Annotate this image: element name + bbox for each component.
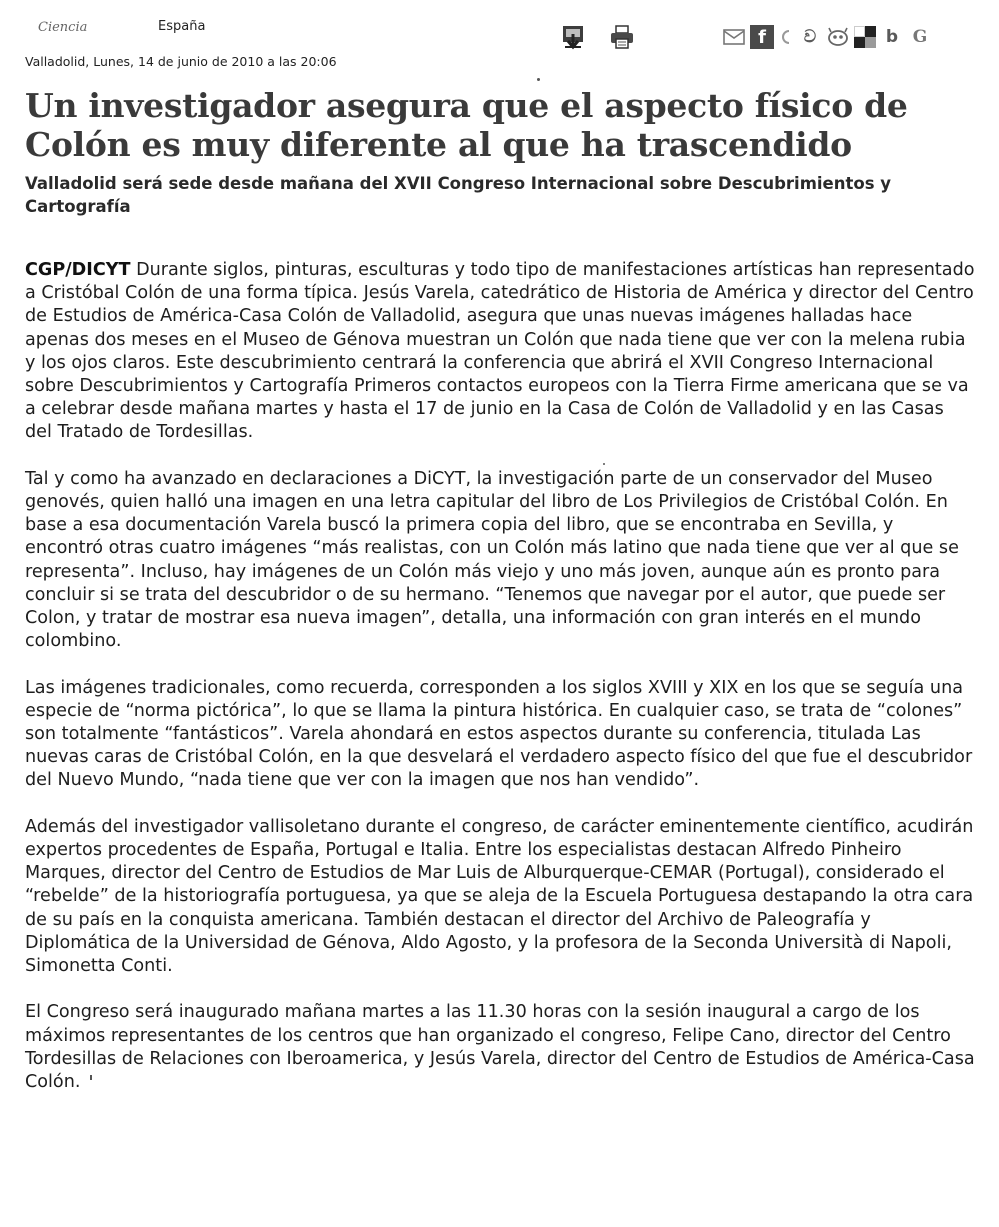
- printer-icon-graphic: [608, 24, 636, 50]
- country-label[interactable]: España: [158, 19, 206, 34]
- article-body: [25, 259, 975, 1117]
- download-icon-graphic: [560, 24, 586, 50]
- meneame-icon[interactable]: ව: [803, 27, 817, 47]
- delicious-quad-4: [865, 37, 876, 48]
- article-headline: Un investigador asegura que el aspecto físico de Colón es muy diferente al que ha trascendido: [25, 86, 908, 164]
- delicious-icon[interactable]: [854, 26, 876, 48]
- scan-speck: [537, 78, 540, 81]
- article-paragraph-2: Tal y como ha avanzado en declaraciones a DiCYT, la investigación parte de un conservador del Museo genovés, quien halló una imagen en una letra capitular del libro de Los Privilegios de Cristóbal Colón. En base a esa documentación Varela buscó la primera copia del libro, que se encontraba en Sevilla, y encontró otras cuatro imágenes “más realistas, con un Colón más latino que nada tiene que ver al que se representa”. Incluso, hay imágenes de un Colón más viejo y uno más joven, aunque aún es pronto para concluir si se trata del descubridor o de su hermano. “Tenemos que navegar por el autor, que puede ser Colon, y tratar de mostrar esa nueva imagen”, detalla, una información con gran interés en el mundo colombino.: [25, 468, 959, 652]
- article-byline: CGP/DICYT: [25, 260, 131, 280]
- top-bar: [0, 0, 999, 75]
- article-paragraph-1: [25, 259, 975, 445]
- article-paragraph-4: Además del investigador vallisoletano durante el congreso, de carácter eminentemente científico, acudirán expertos procedentes de España, Portugal e Italia. Entre los especialistas destacan Alfredo Pinheiro Marques, director del Centro de Estudios de Mar Luis de Alburquerque-CEMAR (Portugal), considerado el “rebelde” de la historiografía portuguesa, ya que se aleja de la Escuela Portuguesa destapando la otra cara de su país en la conquista americana. También destacan el director del Archivo de Paleografía y Diplomática de la Universidad de Génova, Aldo Agosto, y la profesora de la Seconda Università di Napoli, Simonetta Conti.: [25, 816, 974, 977]
- email-icon[interactable]: [722, 25, 746, 49]
- digg-icon[interactable]: [826, 25, 850, 49]
- bookmark-icon-graphic: [779, 28, 793, 46]
- google-icon[interactable]: G: [912, 27, 928, 47]
- bookmark-icon[interactable]: [778, 25, 794, 49]
- delicious-quad-2: [865, 26, 876, 37]
- scan-speck: [90, 1075, 92, 1080]
- facebook-icon[interactable]: f: [750, 25, 774, 49]
- dateline: Valladolid, Lunes, 14 de junio de 2010 a las 20:06: [25, 54, 337, 69]
- digg-icon-graphic: [826, 26, 850, 48]
- delicious-quad-1: [854, 26, 865, 37]
- printer-icon[interactable]: [608, 24, 634, 50]
- article-subheadline: Valladolid será sede desde mañana del XVII Congreso Internacional sobre Descubrimientos y Cartografía: [25, 174, 892, 216]
- section-label[interactable]: Ciencia: [38, 20, 88, 35]
- blogger-icon[interactable]: b: [885, 27, 899, 47]
- article-paragraph-5: El Congreso será inaugurado mañana martes a las 11.30 horas con la sesión inaugural a cargo de los máximos representantes de los centros que han organizado el congreso, Felipe Cano, director del Centro Tordesillas de Relaciones con Iberoamerica, y Jesús Varela, director del Centro de Estudios de América-Casa Colón.: [25, 1002, 975, 1093]
- email-icon-graphic: [723, 28, 745, 46]
- social-share-bar: [722, 22, 932, 52]
- download-icon[interactable]: [560, 24, 586, 50]
- article-lead-text: Durante siglos, pinturas, esculturas y todo tipo de manifestaciones artísticas han representado a Cristóbal Colón de una forma típica. Jesús Varela, catedrático de Historia de América y director del Centro de Estudios de América-Casa Colón de Valladolid, asegura que unas nuevas imágenes halladas hace apenas dos meses en el Museo de Génova muestran un Colón que nada tiene que ver con la melena rubia y los ojos claros. Este descubrimiento centrará la conferencia que abrirá el XVII Congreso Internacional sobre Descubrimientos y Cartografía Primeros contactos europeos con la Tierra Firme americana que se va a celebrar desde mañana martes y hasta el 17 de junio en la Casa de Colón de Valladolid y en las Casas del Tratado de Tordesillas.: [25, 260, 975, 443]
- article-paragraph-3: Las imágenes tradicionales, como recuerda, corresponden a los siglos XVIII y XIX en los que se seguía una especie de “norma pictórica”, lo que se llama la pintura histórica. En cualquier caso, se trata de “colones” son totalmente “fantásticos”. Varela ahondará en estos aspectos durante su conferencia, titulada Las nuevas caras de Cristóbal Colón, en la que desvelará el verdadero aspecto físico del que fue el descubridor del Nuevo Mundo, “nada tiene que ver con la imagen que nos han vendido”.: [25, 677, 973, 791]
- scan-speck: [603, 463, 605, 465]
- delicious-quad-3: [854, 37, 865, 48]
